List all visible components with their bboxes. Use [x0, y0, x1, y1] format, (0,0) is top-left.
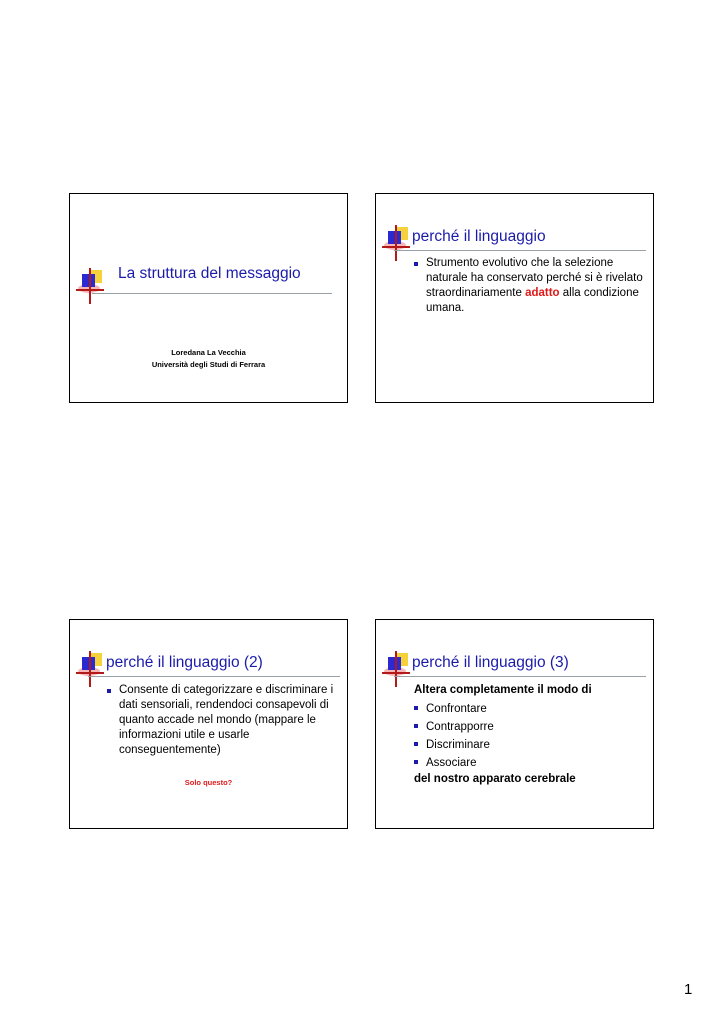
slide-title: perché il linguaggio: [412, 228, 546, 245]
slide-4: [375, 619, 654, 829]
list-item: Confrontare: [414, 700, 634, 718]
page-number: 1: [684, 981, 693, 998]
list-item: Consente di categorizzare e discriminare i dati sensoriali, rendendoci consapevoli di quanto accade nel mondo (mappare le informazioni utile e usarle conseguentemente): [107, 683, 342, 758]
slide-1: [69, 193, 348, 403]
slide-logo-icon: [382, 651, 410, 689]
slide-title: perché il linguaggio (2): [106, 654, 263, 671]
slide-logo-icon: [76, 268, 104, 306]
bullet-list: [107, 683, 342, 758]
slide-logo-icon: [76, 651, 104, 689]
list-item: Associare: [414, 754, 634, 772]
title-underline: [88, 676, 340, 677]
affiliation: Università degli Studi di Ferrara: [151, 360, 266, 369]
title-underline: [394, 250, 646, 251]
title-underline: [92, 293, 332, 294]
bullet-text: Strumento evolutivo che la selezione naturale ha conservato perché si è rivelato straordinariamente: [426, 257, 643, 299]
list-item: [414, 256, 644, 316]
bullet-text-end: alla condizione umana.: [426, 287, 639, 314]
lead-text: Altera completamente il modo di: [414, 684, 592, 696]
tail-text: del nostro apparato cerebrale: [414, 773, 576, 785]
bullet-list: [414, 256, 644, 316]
note-text: Solo questo?: [184, 778, 233, 787]
slide-title: perché il linguaggio (3): [412, 654, 569, 671]
slide-title: La struttura del messaggio: [118, 265, 301, 282]
author: Loredana La Vecchia: [171, 348, 246, 357]
list-item: Contrapporre: [414, 718, 634, 736]
slide-2: [375, 193, 654, 403]
emphasis-text: adatto: [525, 287, 560, 299]
list-item: Discriminare: [414, 736, 634, 754]
slide-logo-icon: [382, 225, 410, 263]
slide-3: [69, 619, 348, 829]
bullet-list: [414, 700, 634, 772]
title-underline: [394, 676, 646, 677]
